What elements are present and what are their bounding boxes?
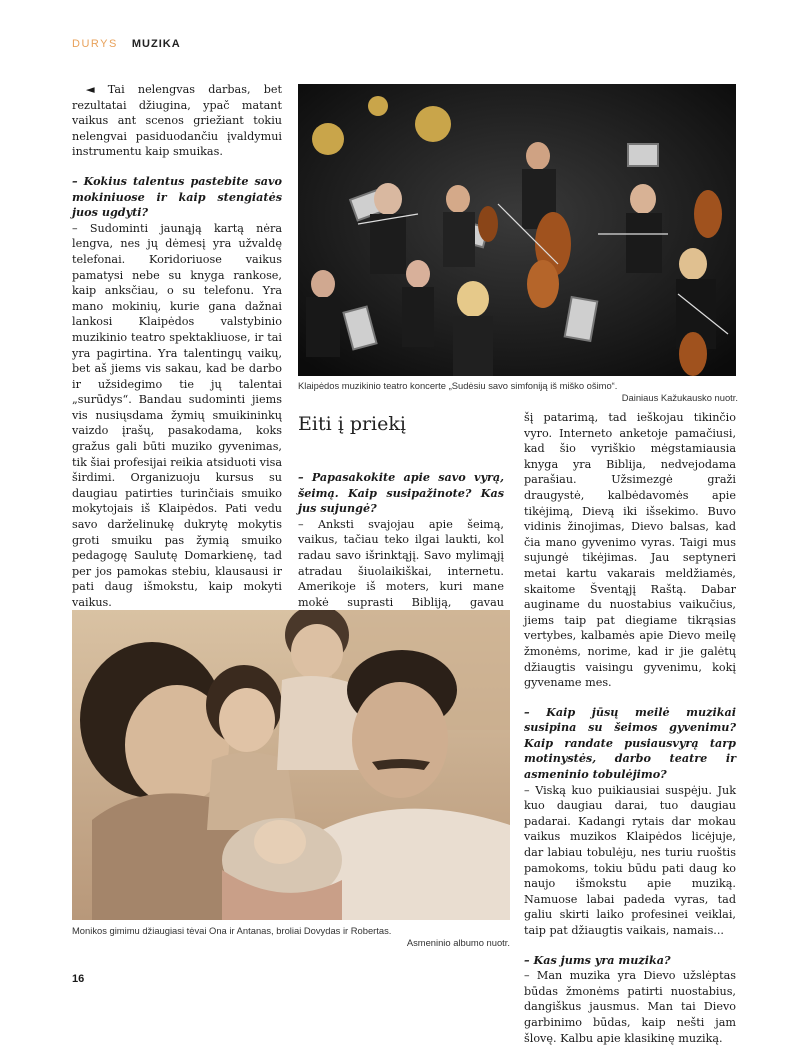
family-caption [72, 925, 510, 949]
answer-talents: – Sudominti jaunąją kartą nėra lengva, nes jų dėmesį yra užvaldę telefonai. Koridoriuose vaikus pamatysi nebe su knyga rankose, kaip anksčiau, o su telefonu. Yra mano mokinių, kurie gana dažnai lankosi Klaipėdos valstybinio muzikinio teatro spektakliuose, ir tai yra pagirtina. Yra talentingų vaikų, bet aš jiems vis sakau, kad be darbo ir užsidegimo tie jų talentai „surūdys“. Bandau sudominti jiems vis nusiųsdama žymių smuikininkų vaizdo įrašų, pasakodama, koks gražus gali būti muziko gyvenimas, tik šiai profesijai reikia atsiduoti visa širdimi. Organizuoju kursus su daugiau patirties turinčiais smuiko mokytojais iš Klaipėdos. Pati vedu savo darželinukę dukrytę mokytis groti smuiku pas žymią smuiko pedagogę Saulutę Domarkienę, tad per jos pamokas stebiu, klausausi ir pati daug išmokstu, kaip mokyti vaikus. [72, 221, 282, 609]
orchestra-image [298, 84, 736, 376]
section-heading: Eiti į priekį [298, 413, 406, 435]
section-label: MUZIKA [131, 38, 181, 50]
answer-family: – Anksti svajojau apie šeimą, vaikus, tačiau teko ilgai laukti, kol radau savo išrinktąjį. Savo mylimąjį atradau šiuolaikiškai, internetu. Amerikoje iš moters, kuri mane mokė suprasti Bibliją, gavau [298, 517, 504, 609]
page-number: 16 [72, 973, 85, 985]
question-balance: – Kaip jūsų meilė muzikai susipina su šeimos gyvenimu? Kaip randate pusiausvyrą tarp motinystės, darbo teatre ir asmeninio tobulėjimo? [524, 704, 736, 782]
family-photo-credit: Asmeninio albumo nuotr. [406, 937, 510, 948]
running-header [72, 38, 181, 50]
answer-music: – Man muzika yra Dievo užslėptas būdas žmonėms patirti nuostabius, dangiškus jausmus. Man tai Dievo garbinimo būdas, kaip nešti jam šlovę. Kalbu apie klasikinę muziką. [524, 969, 736, 1045]
orchestra-caption [298, 380, 738, 404]
family-caption-text: Monikos gimimu džiaugiasi tėvai Ona ir Antanas, broliai Dovydas ir Robertas. [72, 925, 392, 936]
question-music: – Kas jums yra muzika? [524, 952, 671, 967]
question-family: – Papasakokite apie savo vyrą, šeimą. Kaip susipažinote? Kas jus sujungė? [298, 470, 504, 516]
answer-family-cont: šį patarimą, tad ieškojau tikinčio vyro. Interneto anketoje pamačiusi, kad šio vyriškio mėgstamiausia knyga yra Biblija, nedvejodama parašiau. Užsimezgė graži draugystė, kalbėdavomės apie tikėjimą, Dievą iki išsekimo. Buvo vidinis žinojimas, Dievo balsas, kad čia mano gyvenimo vyras. Taigi mus sujungė tikėjimas. Jau septyneri metai kartu vakarais meldžiamės, skaitome Šventąjį Raštą. Dabar auginame du nuostabius vaikučius, jiems taip pat diegiame tikrąsias vertybes, kalbamės apie Dievo meilę žmonėms, norime, kad ir jie galėtų džiaugtis vaisingu gyvenimu, kokį gyvename mes. [524, 411, 736, 690]
intro-paragraph: ◄ Tai nelengvas darbas, bet rezultatai džiugina, ypač matant vaikus ant scenos griežiant tokiu nelengvai pasiduodančiu įvaldymui instrumentu kaip smuikas. [72, 83, 282, 159]
column-right [524, 410, 736, 1046]
answer-balance: – Viską kuo puikiausiai suspėju. Juk kuo daugiau darai, tuo daugiau padarai. Kadangi rytais dar mokau vaikus muzikos Klaipėdos licėjuje, dar labiau tobulėju, nes turiu ruoštis pamokoms, tokiu būdu pati daug ko naujo išmokstu apie muziką. Namuose labai padeda vyras, tad galiu skirti laiko profesinei veiklai, taip pat džiaugtis vaikais, namais... [524, 783, 736, 937]
family-image [72, 610, 510, 920]
orchestra-caption-text: Klaipėdos muzikinio teatro koncerte „Sudėsiu savo simfoniją iš miško ošimo“. [298, 380, 618, 391]
orchestra-photo-credit: Dainiaus Kažukausko nuotr. [621, 392, 738, 403]
orchestra-photo [298, 84, 736, 376]
magazine-brand: DURYS [72, 38, 118, 50]
family-photo [72, 610, 510, 920]
question-talents: – Kokius talentus pastebite savo mokiniuose ir kaip stengiatės juos ugdyti? [72, 173, 282, 220]
